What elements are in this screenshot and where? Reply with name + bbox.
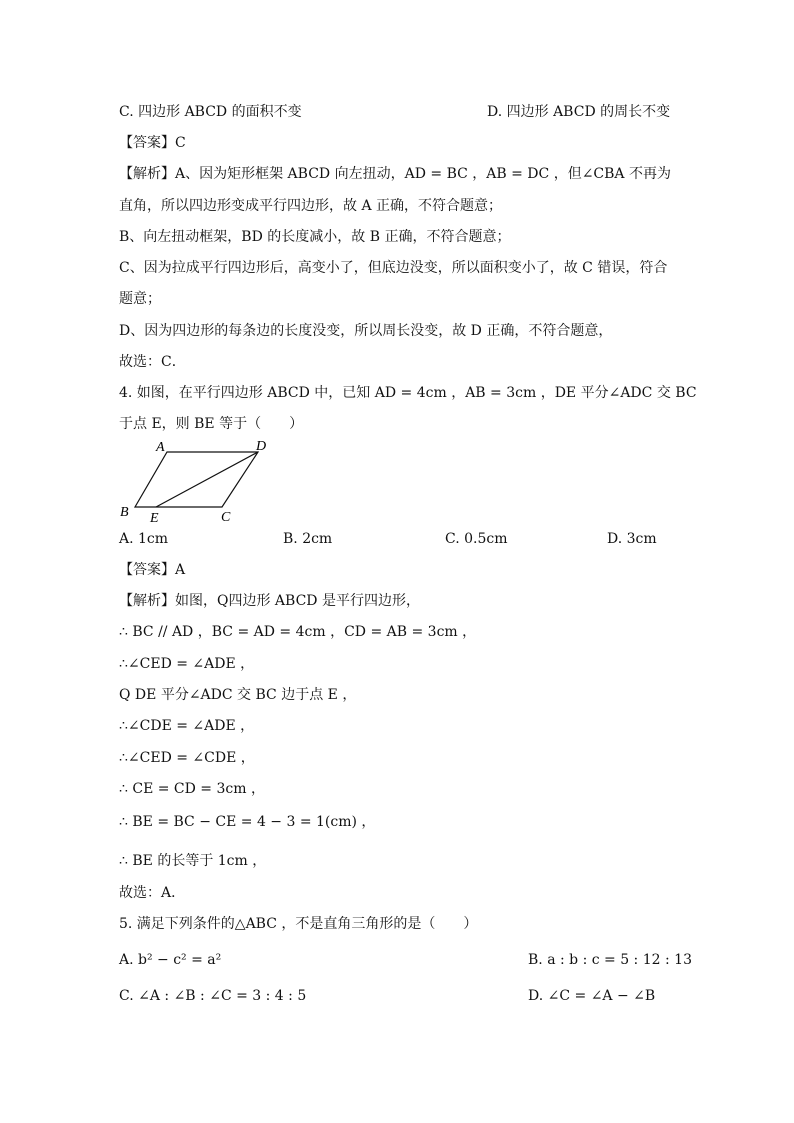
label-c: C bbox=[221, 510, 231, 525]
q3-option-d: D. 四边形 ABCD 的周长不变 bbox=[487, 104, 671, 120]
q4-explanation-line: ∴ BE 的长等于 1cm ， bbox=[119, 853, 267, 869]
q5-stem: 5. 满足下列条件的△ABC ，不是直角三角形的是（ ） bbox=[119, 916, 478, 932]
parallelogram-abcd bbox=[135, 452, 258, 507]
q3-explanation-line: 【解析】A、因为矩形框架 ABCD 向左扭动，AD = BC ，AB = DC ，但∠CBA 不再为 bbox=[119, 166, 671, 182]
q4-option-d: D. 3cm bbox=[607, 531, 657, 547]
q4-option-b: B. 2cm bbox=[283, 531, 333, 547]
label-b: B bbox=[120, 505, 129, 520]
q5-option-c: C. ∠A : ∠B : ∠C = 3 : 4 : 5 bbox=[119, 988, 307, 1004]
q4-explanation-line: ∴ CE = CD = 3cm ， bbox=[119, 781, 265, 797]
q4-answer: 【答案】A bbox=[119, 562, 186, 578]
segment-de bbox=[156, 452, 258, 507]
q4-option-a: A. 1cm bbox=[119, 531, 169, 547]
label-a: A bbox=[156, 440, 165, 455]
q4-explanation-line: Q DE 平分∠ADC 交 BC 边于点 E ， bbox=[119, 687, 357, 703]
q4-explanation-line: ∴∠CED = ∠ADE ， bbox=[119, 656, 255, 672]
q3-explanation-line: 直角，所以四边形变成平行四边形，故 A 正确，不符合题意； bbox=[119, 198, 503, 214]
q4-explanation-line: ∴ BC // AD ，BC = AD = 4cm ，CD = AB = 3cm ， bbox=[119, 624, 477, 640]
q5-option-a: A. b² − c² = a² bbox=[119, 952, 222, 968]
q3-explanation-line: 故选：C． bbox=[119, 354, 186, 370]
q4-stem-line2: 于点 E，则 BE 等于（ ） bbox=[119, 416, 304, 432]
label-e: E bbox=[150, 511, 159, 526]
q5-option-b: B. a : b : c = 5 : 12 : 13 bbox=[528, 952, 692, 968]
q3-option-c: C. 四边形 ABCD 的面积不变 bbox=[119, 104, 302, 120]
q3-explanation-line: C、因为拉成平行四边形后，高变小了，但底边没变，所以面积变小了，故 C 错误，符合 bbox=[119, 260, 668, 276]
q4-parallelogram-figure bbox=[115, 437, 285, 529]
q4-explanation-line: 故选：A． bbox=[119, 885, 186, 901]
label-d: D bbox=[256, 439, 267, 454]
q3-answer: 【答案】C bbox=[119, 135, 186, 151]
q4-option-c: C. 0.5cm bbox=[445, 531, 508, 547]
q4-explanation-line: ∴∠CED = ∠CDE ， bbox=[119, 750, 255, 766]
q3-explanation-line: 题意； bbox=[119, 291, 161, 307]
q5-option-d: D. ∠C = ∠A − ∠B bbox=[528, 988, 656, 1004]
q3-explanation-line: D、因为四边形的每条边的长度没变，所以周长没变，故 D 正确，不符合题意， bbox=[119, 323, 613, 339]
q4-explanation-line: 【解析】如图，Q四边形 ABCD 是平行四边形， bbox=[119, 593, 420, 609]
q3-explanation-line: B、向左扭动框架，BD 的长度减小，故 B 正确，不符合题意； bbox=[119, 229, 511, 245]
q4-explanation-line: ∴∠CDE = ∠ADE ， bbox=[119, 718, 255, 734]
q4-explanation-line: ∴ BE = BC − CE = 4 − 3 = 1(cm) ， bbox=[119, 814, 376, 830]
q4-stem-line1: 4. 如图，在平行四边形 ABCD 中，已知 AD = 4cm ，AB = 3cm ，DE 平分∠ADC 交 BC bbox=[119, 385, 697, 401]
